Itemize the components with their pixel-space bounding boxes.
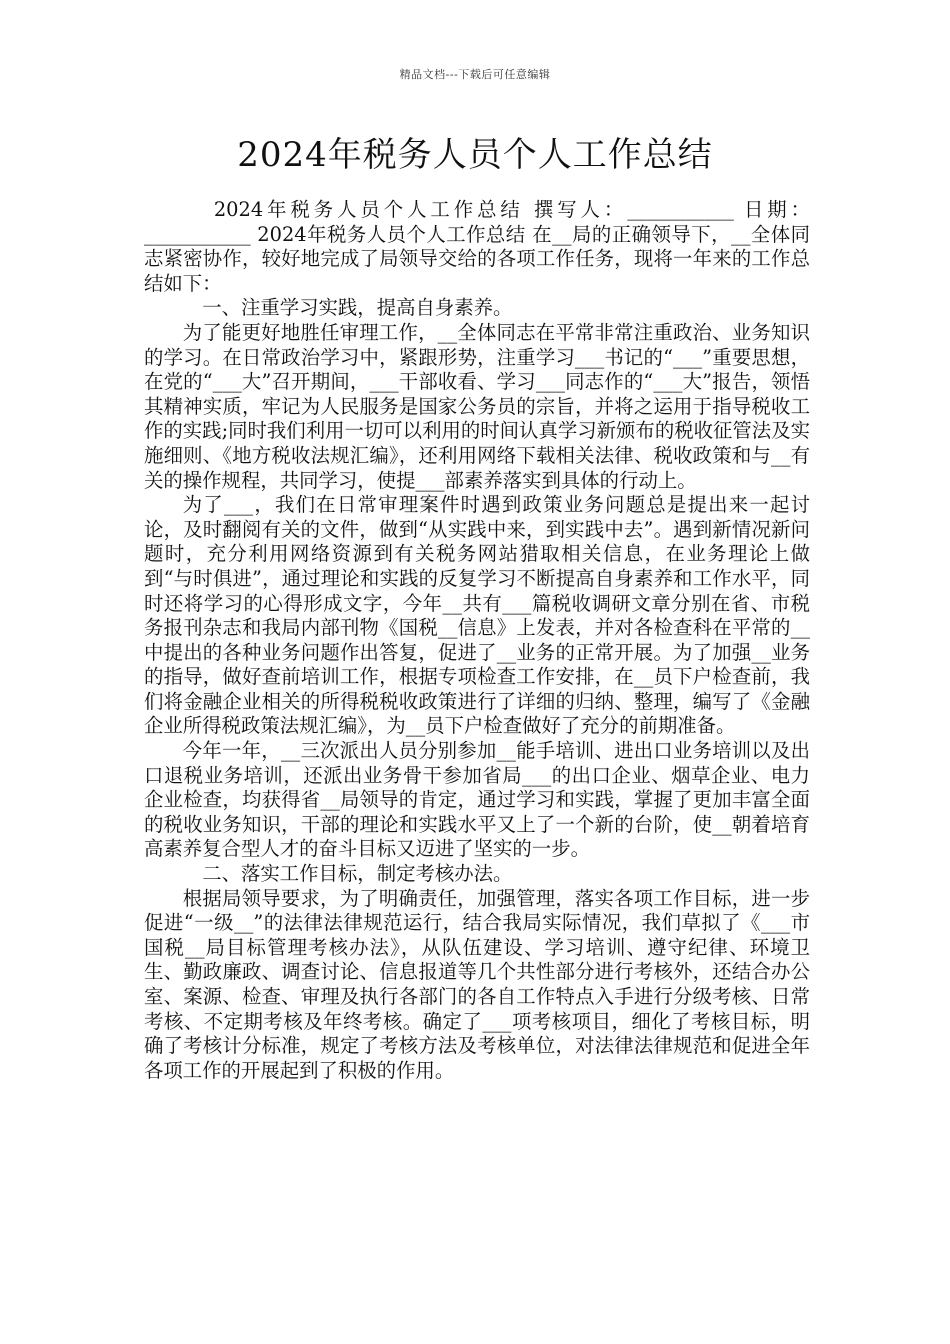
paragraph-training: 今年一年，__三次派出人员分别参加__能手培训、进出口业务培训以及出口退税业务培训，还派出业务骨干参加省局___的出口企业、烟草企业、电力企业检查，均获得省__局领导的肯定，通过学习和实践，掌握了更加丰富全面的税收业务知识，干部的理论和实践水平又上了一个新的台阶，使__朝着培育高素养复合型人才的奋斗目标又迈进了坚实的一步。 bbox=[144, 739, 810, 861]
document-title: 2024年税务人员个人工作总结 bbox=[237, 135, 713, 175]
paragraph-practice: 为了___，我们在日常审理案件时遇到政策业务问题总是提出来一起讨论，及时翻阅有关的文件，做到“从实践中来，到实践中去”。遇到新情况新问题时，充分利用网络资源到有关税务网站猎取相关信息，在业务理论上做到“与时俱进”，通过理论和实践的反复学习不断提高自身素养和工作水平，同时还将学习的心得形成文字，今年__共有___篇税收调研文章分别在省、市税务报刊杂志和我局内部刊物《国税__信息》上发表，并对各检查科在平常的__中提出的各种业务问题作出答复，促进了__业务的正常开展。为了加强__业务的指导，做好查前培训工作，根据专项检查工作安排，在__员下户检查前，我们将金融企业相关的所得税税收政策进行了详细的归纳、整理，编写了《金融企业所得税政策法规汇编》，为__员下户检查做好了充分的前期准备。 bbox=[144, 493, 810, 738]
section-heading-2: 二、落实工作目标，制定考核办法。 bbox=[202, 862, 513, 886]
paragraph-study: 为了能更好地胜任审理工作，__全体同志在平常非常注重政治、业务知识的学习。在日常政治学习中，紧跟形势，注重学习___书记的“___”重要思想，在党的“___大”召开期间，___干部收看、学习___同志作的“___大”报告，领悟其精神实质，牢记为人民服务是国家公务员的宗旨，并将之运用于指导税收工作的实践;同时我们利用一切可以利用的时间认真学习新颁布的税收征管法及实施细则、《地方税收法规汇编》，还利用网络下载相关法律、税收政策和与__有关的操作规程，共同学习，使提___部素养落实到具体的行动上。 bbox=[144, 320, 810, 492]
paragraph-assessment: 根据局领导要求，为了明确责任，加强管理，落实各项工作目标，进一步促进“一级__”的法律法律规范运行，结合我局实际情况，我们草拟了《___市国税__局目标管理考核办法》，从队伍建设、学习培训、遵守纪律、环境卫生、勤政廉政、调查讨论、信息报道等几个共性部分进行考核外，还结合办公室、案源、检查、审理及执行各部门的各自工作特点入手进行分级考核、日常考核、不定期考核及年终考核。确定了___项考核项目，细化了考核目标，明确了考核计分标准，规定了考核方法及考核单位，对法律法律规范和促进全年各项工作的开展起到了积极的作用。 bbox=[144, 886, 810, 1082]
section-heading-1: 一、注重学习实践，提高自身素养。 bbox=[202, 296, 513, 320]
document-body bbox=[144, 198, 810, 1083]
page-header-note: 精品文档---下载后可任意编辑 bbox=[399, 68, 551, 81]
intro-paragraph: 2024年税务人员个人工作总结 撰写人：___________ 日期：___________ 2024年税务人员个人工作总结 在__局的正确领导下，__全体同志紧密协作，较好地完成了局领导交给的各项工作任务，现将一年来的工作总结如下： bbox=[144, 198, 810, 295]
